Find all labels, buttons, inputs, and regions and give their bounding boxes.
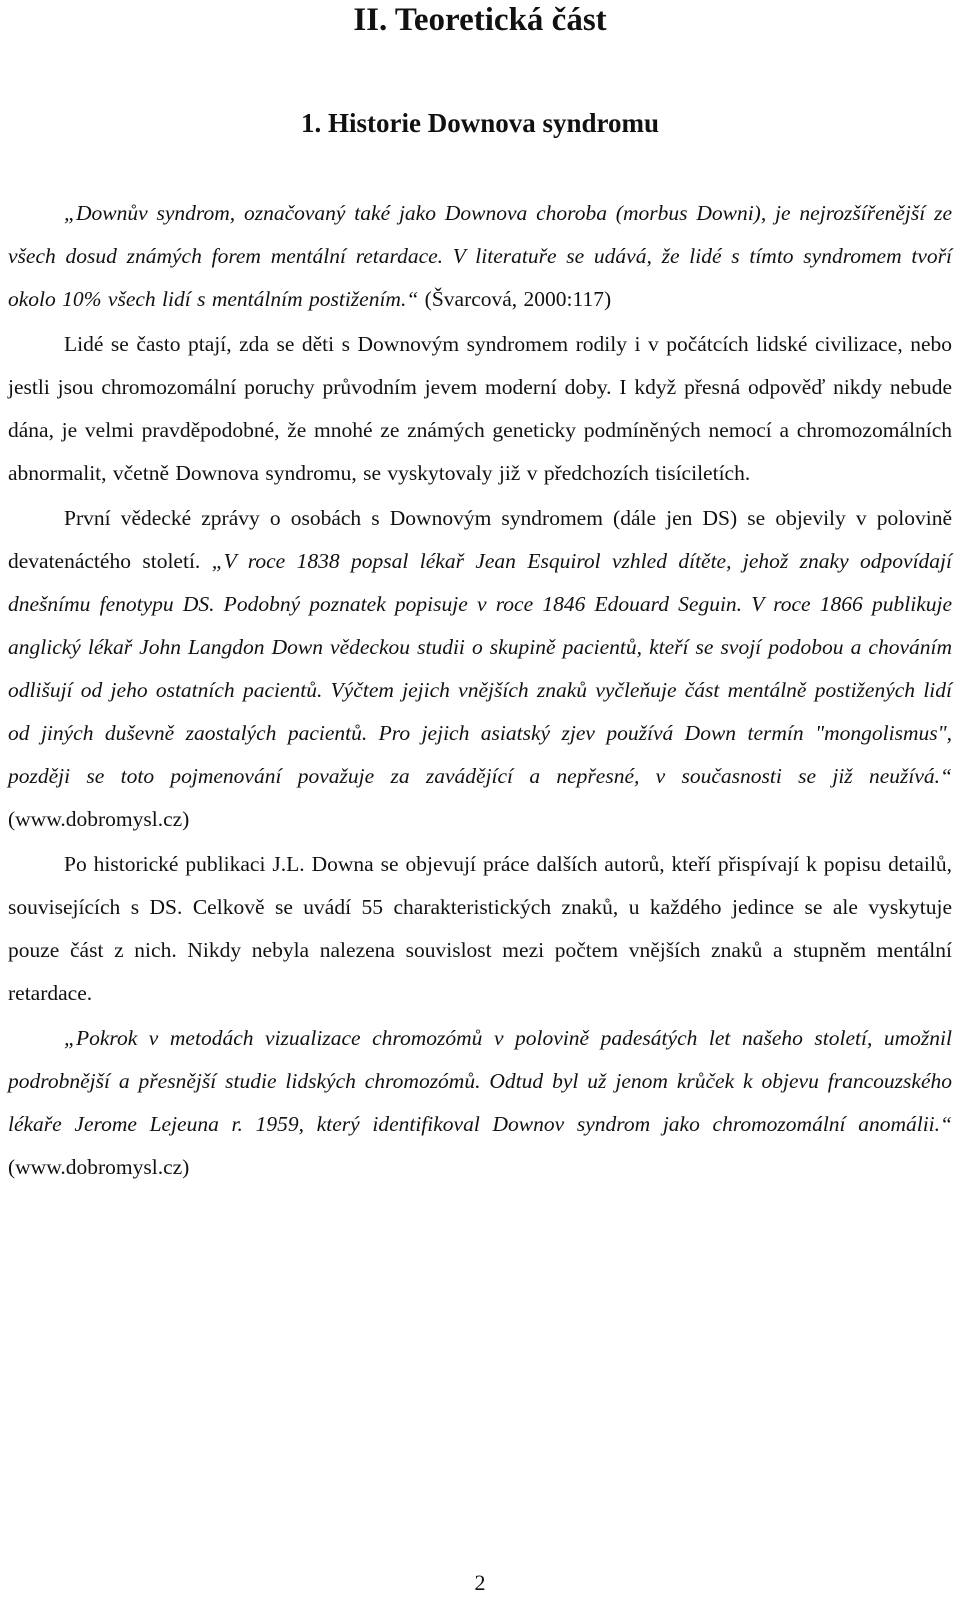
citation: (www.dobromysl.cz) — [8, 807, 190, 831]
citation: (Švarcová, 2000:117) — [424, 287, 612, 311]
quote: „Downův syndrom, označovaný také jako Downova choroba (morbus Downi), je nejrozšířenější ze všech dosud známých forem mentální retardace. V literatuře se udává, že lidé s tímto syndromem tvoří okolo 10% všech lidí s mentálním postižením.“ — [8, 201, 952, 311]
part-title: II. Teoretická část — [353, 2, 607, 38]
paragraph-2 — [8, 323, 952, 495]
paragraph-text: Lidé se často ptají, zda se děti s Downovým syndromem rodily i v počátcích lidské civilizace, nebo jestli jsou chromozomální poruchy průvodním jevem moderní doby. I když přesná odpověď nikdy nebude dána, je velmi pravděpodobné, že mnohé ze známých geneticky podmíněných nemocí a chromozomálních abnormalit, včetně Downova syndromu, se vyskytovaly již v předchozích tisíciletích. — [8, 332, 952, 485]
page-number: 2 — [474, 1570, 486, 1595]
paragraph-4 — [8, 843, 952, 1015]
body-text — [8, 192, 952, 1191]
quote: „V roce 1838 popsal lékař Jean Esquirol vzhled dítěte, jehož znaky odpovídají dnešnímu fenotypu DS. Podobný poznatek popisuje v roce 1846 Edouard Seguin. V roce 1866 publikuje anglický lékař John Langdon Down vědeckou studii o skupině pacientů, kteří se svojí podobou a chováním odlišují od jeho ostatních pacientů. Výčtem jejich vnějších znaků vyčleňuje část mentálně postižených lidí od jiných duševně zaostalých pacientů. Pro jejich asiatský zjev používá Down termín "mongolismus", později se toto pojmenování považuje za zavádějící a nepřesné, v současnosti se již neužívá.“ — [8, 549, 952, 788]
paragraph-text: První vědecké zprávy o osobách s Downovým syndromem (dále jen DS) se objevily v polovině devatenáctého století. — [8, 506, 952, 573]
quote: „Pokrok v metodách vizualizace chromozómů v polovině padesátých let našeho století, umožnil podrobnější a přesnější studie lidských chromozómů. Odtud byl už jenom krůček k objevu francouzského lékaře Jerome Lejeuna r. 1959, který identifikoval Downov syndrom jako chromozomální anomálii.“ — [8, 1026, 952, 1136]
chapter-title: 1. Historie Downova syndromu — [300, 108, 660, 138]
paragraph-5 — [8, 1017, 952, 1189]
paragraph-text: Po historické publikaci J.L. Downa se objevují práce dalších autorů, kteří přispívají k popisu detailů, souvisejících s DS. Celkově se uvádí 55 charakteristických znaků, u každého jedince se ale vyskytuje pouze část z nich. Nikdy nebyla nalezena souvislost mezi počtem vnějších znaků a stupněm mentální retardace. — [8, 852, 952, 1005]
citation: (www.dobromysl.cz) — [8, 1155, 190, 1179]
paragraph-1 — [8, 192, 952, 321]
paragraph-3 — [8, 497, 952, 841]
